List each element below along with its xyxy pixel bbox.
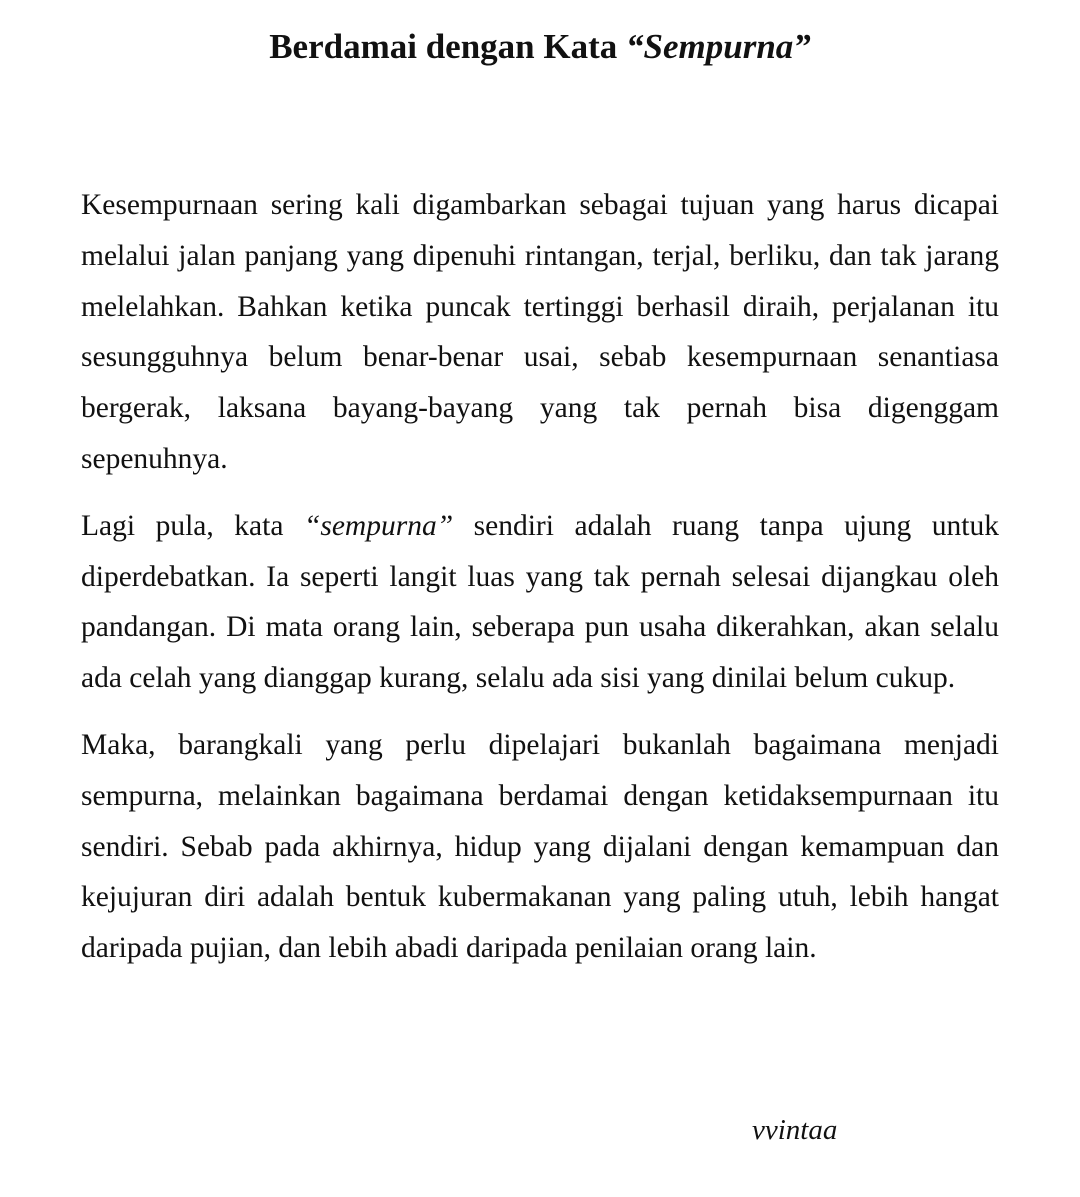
paragraph-2-before: Lagi pula, kata — [81, 509, 304, 542]
document-body — [81, 180, 999, 974]
document-title — [0, 22, 1080, 72]
paragraph-3: Maka, barangkali yang perlu dipelajari bukanlah bagaimana menjadi sempurna, melainkan bagaimana berdamai dengan ketidaksempurnaan itu sendiri. Sebab pada akhirnya, hidup yang dijalani dengan kemampuan dan kejujuran diri adalah bentuk kubermakanan yang paling utuh, lebih hangat daripada pujian, dan lebih abadi daripada penilaian orang lain. — [81, 728, 999, 965]
paragraph-2 — [81, 501, 999, 704]
paragraph-2-after: sendiri adalah ruang tanpa ujung untuk diperdebatkan. Ia seperti langit luas yang tak pernah selesai dijangkau oleh pandangan. Di mata orang lain, seberapa pun usaha dikerahkan, akan selalu ada celah yang dianggap kurang, selalu ada sisi yang dinilai belum cukup. — [81, 509, 1000, 695]
paragraph-2-emphasis: “sempurna” — [303, 509, 454, 542]
paragraph-1: Kesempurnaan sering kali digambarkan sebagai tujuan yang harus dicapai melalui jalan panjang yang dipenuhi rintangan, terjal, berliku, dan tak jarang melelahkan. Bahkan ketika puncak tertinggi berhasil diraih, perjalanan itu sesungguhnya belum benar-benar usai, sebab kesempurnaan senantiasa bergerak, laksana bayang-bayang yang tak pernah bisa digenggam sepenuhnya. — [81, 189, 999, 475]
title-emphasis: “Sempurna” — [626, 27, 811, 66]
author-signature: vvintaa — [752, 1114, 838, 1146]
title-prefix: Berdamai dengan Kata — [269, 27, 627, 66]
